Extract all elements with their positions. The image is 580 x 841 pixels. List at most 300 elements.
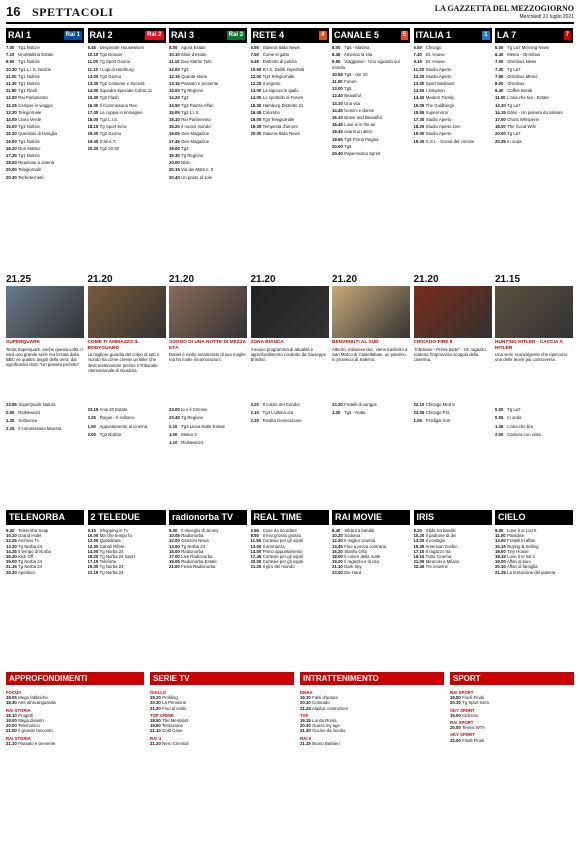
program-title: Tg5 - ore 10: [344, 71, 368, 77]
program-time: 9.45: [250, 59, 259, 65]
channel-name: CANALE 5: [334, 30, 380, 40]
program-title: Quotidiana: [99, 538, 121, 544]
program-title: Il ragazzo tra: [425, 548, 451, 554]
program-time: 23.00: [169, 407, 180, 413]
program-time: 12.00: [87, 538, 99, 544]
program-title: Tennis WTA: [462, 725, 485, 731]
program-time: 15.30: [87, 95, 99, 101]
highlight-image: [251, 286, 329, 338]
program-row: [169, 52, 247, 57]
program-title: Il commissario Manara: [18, 426, 62, 432]
program-time: 19.00: [6, 718, 17, 724]
late-program-row: [88, 415, 166, 420]
program-title: Tg1 Notizie: [18, 45, 40, 50]
program-time: 21.25: [300, 705, 311, 711]
program-title: Il miglior cinema: [344, 538, 376, 544]
program-time: 0.20: [250, 401, 259, 407]
program-row: [251, 67, 329, 72]
program-title: Studio Aperto: [425, 73, 452, 79]
program-title: Tg Norba 24: [99, 548, 124, 554]
program-row: [414, 139, 492, 144]
program-title: Tg Norba 24: [99, 569, 124, 575]
channel-column: [332, 28, 410, 459]
program-time: 19.00: [169, 145, 180, 151]
program-title: Live Radionorba: [181, 554, 213, 560]
channel-label: RAI STORIA: [6, 735, 31, 741]
program-time: 8.40: [332, 528, 341, 533]
program-time: 21.25: [495, 569, 506, 575]
program-title: Cortesie per gli ospiti: [262, 554, 303, 560]
program-row: [251, 124, 329, 129]
program-time: 1.00: [169, 431, 178, 437]
program-time: 23.30: [332, 401, 343, 407]
program-time: 20.10: [300, 700, 311, 706]
program-title: Via dei Matti n. 0: [181, 167, 214, 173]
section-program-row: [450, 738, 574, 743]
program-title: Love is in the air: [344, 122, 376, 128]
program-row: [332, 129, 410, 134]
section-header: APPROFONDIMENTI: [6, 672, 144, 685]
program-time: 12.15: [169, 73, 180, 79]
program-time: 0.25: [87, 415, 96, 421]
program-title: Dao Martin Tutti: [181, 59, 212, 65]
program-title: Tg Sport Sera: [462, 700, 489, 706]
program-row: [332, 86, 410, 91]
highlight-image: [88, 286, 166, 338]
program-title: Stanlio Ollio: [344, 548, 368, 554]
program-title: Tg La7: [507, 102, 521, 108]
late-program-row: [88, 424, 166, 429]
program-time: 14.40: [413, 95, 425, 101]
program-time: 9.50: [6, 59, 15, 65]
program-time: 8.20: [413, 528, 422, 533]
program-row: [251, 74, 329, 79]
program-row: [6, 52, 84, 57]
program-title: Il mio grosso grasso: [262, 533, 302, 539]
section-header: SERIE TV: [150, 672, 294, 685]
channel-header: [495, 28, 573, 43]
program-title: Avanti un altro!: [343, 129, 373, 135]
program-time: 21.25: [250, 564, 262, 570]
program-title: Squadra Speciale Cobra 11: [99, 88, 153, 94]
program-time: 15.05: [169, 109, 180, 115]
channel-name: RAI 2: [89, 30, 113, 40]
program-title: Rivolta Generazione: [262, 418, 302, 423]
newspaper-name: LA GAZZETTA DEL MEZZOGIORNO: [434, 4, 574, 13]
program-row: [251, 110, 329, 115]
highlight-time: 21.20: [413, 274, 439, 285]
late-program-row: [495, 432, 573, 437]
section-program-row: [6, 728, 144, 733]
highlight-text: Tenta Superquark, anche questa volta ci sarà uno grande serie rea lizzata dalla BBC ne quattro angoli della terra, dal significativo titolo "Un pianeta perfetto".: [6, 346, 83, 368]
program-title: Tg3 Piazza Affari: [181, 102, 214, 108]
program-time: 8.00: [495, 81, 504, 87]
program-title: Progetti: [18, 712, 34, 718]
program-row: [88, 95, 166, 100]
program-title: Tg5 Prima Pagina: [344, 136, 379, 142]
program-title: Radionorba Estate: [181, 559, 217, 565]
program-time: 9.40: [495, 88, 504, 94]
program-time: 2.30: [250, 418, 259, 423]
program-row: [88, 52, 166, 57]
local-channel-header: radionorba TV: [169, 510, 247, 525]
program-title: Supermirror: [425, 109, 449, 115]
program-title: Studio Aperto: [425, 117, 452, 123]
program-title: Die Hard: [344, 569, 362, 575]
program-title: Telegiornale: [18, 167, 42, 173]
highlight-image: [414, 286, 492, 338]
program-row: [169, 167, 247, 172]
program-time: 19.00: [250, 117, 262, 123]
program-row: [6, 153, 84, 158]
program-title: Primo appuntamento: [262, 548, 303, 554]
highlight-text: Daniel è molto innamorato di sua moglie ma ha molte innamorazioni.: [169, 352, 246, 363]
local-channel-header: IRIS: [414, 510, 492, 525]
program-row: [6, 67, 84, 72]
program-title: Passato e presente: [18, 740, 56, 746]
program-title: Passato e presente: [181, 81, 219, 87]
program-row: [414, 88, 492, 93]
program-time: 15.00: [6, 124, 17, 130]
program-title: Sodoma: [344, 533, 361, 539]
program-time: 20.40: [332, 151, 343, 157]
highlight-time: 21.15: [495, 274, 521, 285]
late-program-row: [88, 432, 166, 437]
highlight-time: 21.25: [6, 274, 32, 285]
program-row: [88, 139, 166, 144]
program-row: [6, 74, 84, 79]
late-program-row: [332, 410, 410, 415]
program-time: 16.30: [6, 554, 17, 560]
program-time: 7.30: [495, 66, 504, 72]
program-time: 14.15: [495, 109, 506, 115]
program-time: 10.55: [332, 71, 343, 77]
program-time: 14.45: [332, 543, 343, 549]
program-title: Tempesta d'amore: [262, 124, 298, 130]
program-title: Tg La7: [507, 407, 521, 413]
program-time: 21.10: [150, 728, 161, 734]
program-title: Techetechetè: [18, 174, 44, 180]
program-time: 19.30: [87, 564, 99, 570]
program-time: 16.20: [332, 548, 343, 554]
program-row: [169, 95, 247, 100]
program-time: 11.30: [6, 81, 17, 87]
program-title: Uomini e donne: [344, 107, 375, 113]
program-time: 20.30: [6, 174, 17, 180]
program-title: Elisir d'estate: [181, 52, 207, 58]
program-title: Appuntamento al cinema: [99, 423, 148, 429]
highlight-image: [6, 286, 84, 338]
program-title: Il grande racconto: [18, 728, 53, 734]
local-program-row: [88, 570, 166, 575]
channel-label: RAI STORIA: [6, 707, 31, 713]
program-title: Canzoni News: [181, 538, 209, 544]
program-time: 10.10: [169, 52, 180, 58]
program-time: 20.30: [300, 723, 311, 729]
program-time: 20.15: [169, 167, 180, 173]
program-title: Profiling: [162, 695, 178, 701]
program-time: 20.00: [332, 143, 343, 149]
program-title: Il colore del Condor: [262, 401, 300, 407]
program-time: 23.15: [87, 407, 99, 413]
program-title: Studio Aperto Live: [425, 124, 461, 130]
program-row: [88, 81, 166, 86]
program-time: 18.05: [6, 695, 17, 701]
program-row: [251, 131, 329, 136]
program-row: [169, 124, 247, 129]
program-time: 21.00: [169, 564, 180, 570]
program-time: 11.00: [495, 533, 506, 539]
program-title: Beautiful: [344, 93, 361, 99]
program-title: Io e il Crimine: [181, 407, 208, 413]
program-row: [495, 139, 573, 144]
program-time: 0.55: [6, 409, 15, 415]
program-title: Agorà Estate: [180, 45, 206, 50]
program-row: [332, 122, 410, 127]
program-title: Tg2 Costume e Società: [99, 81, 145, 87]
program-time: 19.30: [413, 138, 425, 144]
program-time: 19.20: [332, 559, 343, 565]
program-time: 15.15: [495, 543, 506, 549]
channel-label: RAI 5: [300, 735, 311, 741]
program-title: Stasera Italia News: [262, 45, 300, 50]
program-title: Cold Case: [162, 728, 183, 734]
program-title: Tg Regione: [181, 153, 204, 159]
program-time: 17.10: [413, 548, 425, 554]
program-title: Rogue - Il solitario: [99, 415, 135, 421]
program-title: Tg3: [181, 66, 189, 72]
program-time: 18.50: [450, 695, 461, 701]
program-time: 19.35: [250, 124, 262, 130]
program-row: [332, 144, 410, 149]
program-title: Il segreto: [262, 81, 281, 87]
program-title: Camera con vista: [507, 431, 541, 437]
channel-label: TV8: [300, 712, 308, 718]
channel-column: [6, 28, 84, 459]
program-row: [6, 160, 84, 165]
program-time: 14.25: [6, 548, 17, 554]
program-title: Miracolo a Milano: [425, 559, 460, 565]
program-time: 20.00: [450, 725, 461, 731]
program-time: 17.00: [87, 109, 99, 115]
program-row: [251, 81, 329, 86]
program-time: 12.30: [332, 538, 343, 544]
program-title: Lui da Roma: [312, 718, 337, 724]
program-time: 10.20: [413, 533, 425, 539]
program-title: Tutto Cinema: [425, 554, 452, 560]
program-title: RaiNews24: [18, 409, 41, 415]
program-title: Tg1 Notizie: [18, 59, 40, 65]
program-title: Kick Off: [18, 554, 34, 560]
program-time: 10.05: [169, 533, 180, 539]
program-title: Fino al solito: [162, 705, 187, 711]
highlight-text: Una serie sconvolgente che ripercorre una delle teorie più controverse.: [495, 352, 568, 363]
program-title: Ma che tempo fa: [99, 533, 132, 539]
highlight-time: 21.20: [169, 274, 195, 285]
channel-column: [88, 28, 166, 464]
program-row: [414, 74, 492, 79]
late-program-row: [6, 402, 84, 407]
program-row: [495, 117, 573, 122]
program-time: 15.30: [250, 102, 262, 108]
program-title: Tg2 Giorno: [99, 131, 122, 137]
program-time: 18.00: [87, 117, 99, 123]
program-time: 21.00: [6, 728, 17, 734]
channel-logo-icon: 4: [321, 32, 325, 38]
program-time: 19.00: [450, 712, 461, 718]
program-time: 2.25: [6, 426, 15, 432]
program-row: [88, 146, 166, 151]
channel-logo-icon: Rai 2: [147, 32, 162, 38]
program-row: [495, 124, 573, 129]
program-title: Tg Norba 24: [99, 564, 124, 570]
channel-label: SKY SPORT: [450, 707, 475, 713]
program-row: [6, 117, 84, 122]
program-time: 17.15: [87, 559, 99, 565]
program-time: 19.05: [169, 559, 180, 565]
program-title: Hamburg Distretto 21: [262, 102, 304, 108]
program-time: 10.10: [87, 52, 99, 58]
program-time: 11.55: [250, 538, 262, 544]
late-program-row: [414, 410, 492, 415]
program-row: [169, 110, 247, 115]
program-title: Rai Parlamento: [181, 117, 211, 123]
program-time: 20.30: [250, 131, 262, 137]
page-number: 16: [6, 4, 21, 19]
program-time: 12.30: [87, 543, 99, 549]
program-title: Tg2 L.I.S.: [99, 117, 119, 123]
program-time: 15.35: [413, 543, 425, 549]
program-time: 16.00: [6, 138, 17, 144]
program-time: 9.15: [413, 59, 422, 65]
program-title: Il padrone di dei: [425, 533, 457, 539]
program-time: 18.15: [495, 554, 506, 560]
program-time: 18.00: [332, 554, 343, 560]
program-time: 6.00: [495, 45, 504, 50]
late-program-row: [495, 424, 573, 429]
program-title: La Pensione: [162, 700, 187, 706]
program-title: Nero Criminal: [162, 740, 189, 746]
program-row: [6, 95, 84, 100]
program-time: 13.00: [495, 538, 506, 544]
program-title: La tentazione del pianeta: [507, 569, 556, 575]
program-row: [88, 74, 166, 79]
program-time: 0.00: [495, 407, 504, 413]
program-title: Il colore della notte: [344, 554, 381, 560]
program-title: Il nuovo mondo: [181, 124, 211, 130]
program-time: 16.10: [332, 115, 343, 121]
program-title: SuperQuark Natura: [18, 401, 56, 407]
program-time: 17.45: [250, 554, 262, 560]
program-time: 21.20: [150, 705, 161, 711]
program-time: 9.30: [6, 528, 15, 533]
section-program-row: [150, 741, 294, 746]
highlight-text: La migliore guardia del corpo di tutti il mondo ha come cliente un killer che deve testimoniare presso il Tribunale internazionale di Giustizia.: [87, 352, 159, 374]
highlight-text: Alberto, milanese doc, viene trasferito a San Marco di Castellabate, un paesino in provincia di Salerno.: [332, 346, 408, 363]
program-title: Chicago Med 5: [425, 401, 455, 407]
program-time: 14.00: [169, 88, 180, 94]
program-row: [332, 101, 410, 106]
program-title: Buying & Selling: [507, 543, 539, 549]
program-row: [332, 151, 410, 156]
program-title: Tg2 Flash: [99, 95, 119, 101]
program-row: [495, 88, 573, 93]
program-title: Il giro del mondo: [262, 564, 295, 570]
program-row: [88, 110, 166, 115]
program-row: [6, 59, 84, 64]
program-time: 13.00: [169, 543, 180, 549]
program-time: 19.00: [87, 131, 99, 137]
program-time: 12.25: [6, 538, 17, 544]
section-program-row: [150, 728, 294, 733]
program-time: 19.15: [413, 554, 425, 560]
program-time: 15.05: [413, 102, 425, 108]
program-title: Questioni di famiglia: [18, 131, 57, 137]
program-row: [414, 110, 492, 115]
program-title: Tg2 Dossier: [99, 52, 123, 58]
program-title: La signora in giallo: [262, 88, 299, 94]
program-time: 19.20: [150, 695, 161, 701]
program-title: Festa Radionorba: [181, 564, 216, 570]
channel-label: DMAX: [300, 690, 313, 695]
local-channel-header: TELENORBA: [6, 510, 84, 525]
program-row: [332, 45, 410, 50]
program-row: [169, 139, 247, 144]
program-row: [6, 88, 84, 93]
program-row: [251, 52, 329, 57]
section-program-row: [300, 706, 444, 711]
program-title: Affari di famiglia: [506, 564, 538, 570]
program-time: 1.30: [332, 409, 341, 415]
late-program-row: [332, 402, 410, 407]
program-title: Tg2 Giorno: [99, 73, 122, 79]
program-title: Desperate Housewives: [99, 45, 144, 50]
program-time: 13.00: [413, 538, 425, 544]
program-title: Paperissima Sprint: [344, 151, 381, 157]
program-row: [169, 117, 247, 122]
program-row: [251, 45, 329, 50]
program-title: Cose da ricordare: [262, 528, 297, 533]
program-title: La coppia in immagine: [99, 109, 143, 115]
highlight-title: ZONA BIANCA: [250, 340, 284, 345]
program-time: 20.10: [495, 564, 506, 570]
program-title: American Gothic: [425, 543, 458, 549]
program-title: Camper in viaggio: [18, 102, 53, 108]
program-title: Tg1 Notizie: [18, 81, 40, 87]
program-title: Tg3: [181, 95, 189, 101]
program-title: Un posto al sole: [181, 174, 213, 180]
highlight-text: "Infezione - Prima parte" - Un ragazzo scatena l'improvviso scoppio della caserma.: [413, 346, 486, 363]
program-time: 20.30: [150, 700, 161, 706]
channel-logo-icon: Rai 3: [228, 32, 243, 38]
local-channel-listing: [6, 528, 84, 663]
highlight-text: Il nuovo programma di attualità e approfondimento condotto da Giuseppe Brindisi.: [250, 346, 326, 363]
program-title: I Simpson: [425, 88, 445, 94]
highlight-image: [332, 286, 410, 338]
program-time: 13.00: [87, 73, 99, 79]
program-time: 18.45: [332, 129, 343, 135]
program-time: 7.40: [413, 52, 422, 58]
program-row: [414, 52, 492, 57]
program-title: Tg5: [344, 86, 352, 92]
section-program-row: [450, 700, 574, 705]
program-row: [88, 103, 166, 108]
program-title: Sfida tra banditi: [425, 528, 456, 533]
section-listing: [300, 688, 444, 836]
program-row: [495, 52, 573, 57]
program-title: The Mentalist: [162, 718, 188, 724]
program-time: 11.00: [6, 73, 17, 79]
